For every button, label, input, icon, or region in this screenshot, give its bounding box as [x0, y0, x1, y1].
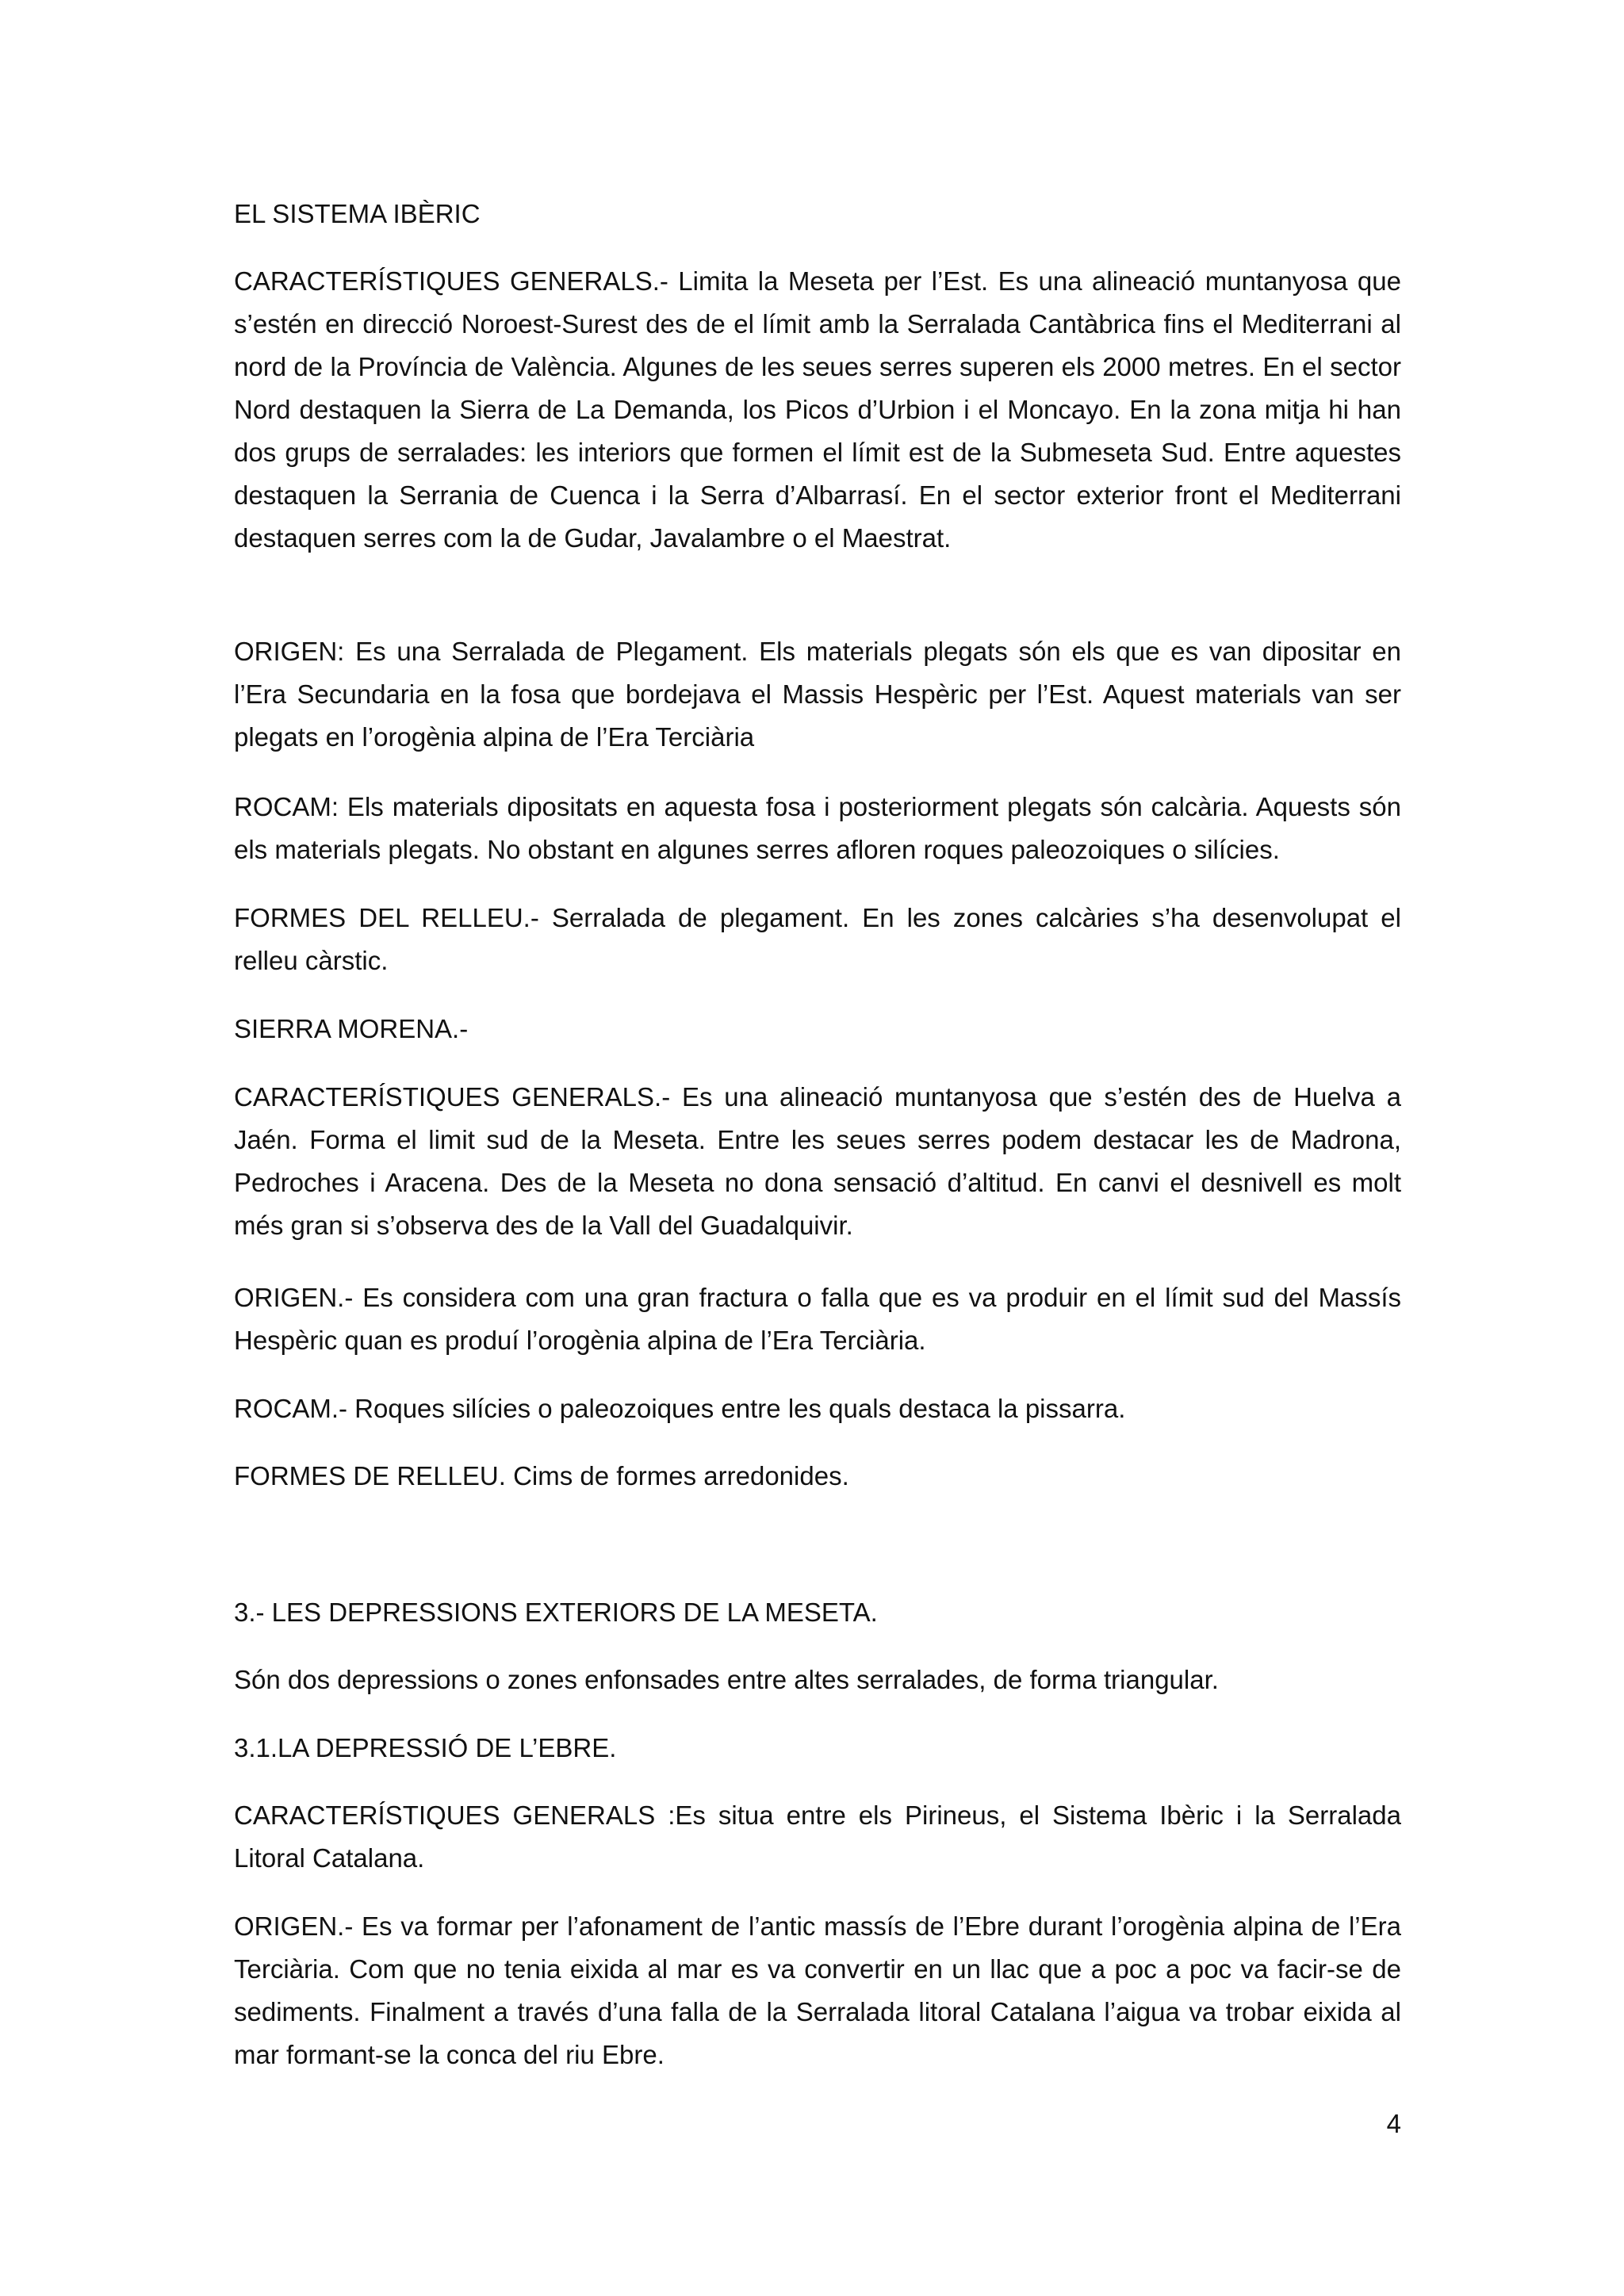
paragraph-rocam-morena: ROCAM.- Roques silícies o paleozoiques entre les quals destaca la pissarra.	[234, 1394, 1126, 1423]
paragraph-origen-morena: ORIGEN.- Es considera com una gran fractura o falla que es va produir en el límit sud del Massís Hespèric quan es produí l’orogènia alpina de l’Era Terciària.	[234, 1283, 1401, 1355]
section-heading-sierra-morena: SIERRA MORENA.-	[234, 1014, 469, 1043]
section-heading-depressions: 3.- LES DEPRESSIONS EXTERIORS DE LA MESETA.	[234, 1598, 878, 1627]
paragraph-formes-morena: FORMES DE RELLEU. Cims de formes arredonides.	[234, 1461, 849, 1490]
paragraph-formes-iberic: FORMES DEL RELLEU.- Serralada de plegament. En les zones calcàries s’ha desenvolupat el relleu càrstic.	[234, 903, 1401, 975]
paragraph-rocam-iberic: ROCAM: Els materials dipositats en aquesta fosa i posteriorment plegats són calcària. Aquests són els materials plegats. No obstant en algunes serres afloren roques paleozoiques o silícies.	[234, 792, 1401, 864]
paragraph-origen-ebre: ORIGEN.- Es va formar per l’afonament de l’antic massís de l’Ebre durant l’orogènia alpina de l’Era Terciària. Com que no tenia eixida al mar es va convertir en un llac que a poc a poc va facir-se de sediments. Finalment a través d’una falla de la Serralada litoral Catalana l’aigua va trobar eixida al mar formant-se la conca del riu Ebre.	[234, 1911, 1401, 2069]
paragraph-origen-iberic: ORIGEN: Es una Serralada de Plegament. Els materials plegats són els que es van dipositar en l’Era Secundaria en la fosa que bordejava el Massis Hespèric per l’Est. Aquest materials van ser plegats en l’orogènia alpina de l’Era Terciària	[234, 637, 1401, 752]
paragraph-depressions-intro: Són dos depressions o zones enfonsades entre altes serralades, de forma triangular.	[234, 1665, 1219, 1694]
page-number: 4	[1386, 2109, 1401, 2138]
paragraph-caracteristiques-morena: CARACTERÍSTIQUES GENERALS.- Es una alineació muntanyosa que s’estén des de Huelva a Jaén. Forma el limit sud de la Meseta. Entre les seues serres podem destacar les de Madrona, Pedroches i Aracena. Des de la Meseta no dona sensació d’altitud. En canvi el desnivell es molt més gran si s’observa des de la Vall del Guadalquivir.	[234, 1082, 1401, 1240]
paragraph-caracteristiques-ebre: CARACTERÍSTIQUES GENERALS :Es situa entre els Pirineus, el Sistema Ibèric i la Serralada Litoral Catalana.	[234, 1800, 1401, 1873]
section-heading-depressio-ebre: 3.1.LA DEPRESSIÓ DE L’EBRE.	[234, 1733, 617, 1762]
paragraph-caracteristiques-iberic: CARACTERÍSTIQUES GENERALS.- Limita la Meseta per l’Est. Es una alineació muntanyosa que s’estén en direcció Noroest-Surest des de el límit amb la Serralada Cantàbrica fins el Mediterrani al nord de la Província de València. Algunes de les seues serres superen els 2000 metres. En el sector Nord destaquen la Sierra de La Demanda, los Picos d’Urbion i el Moncayo. En la zona mitja hi han dos grups de serralades: les interiors que formen el límit est de la Submeseta Sud. Entre aquestes destaquen la Serrania de Cuenca i la Serra d’Albarrasí. En el sector exterior front el Mediterrani destaquen serres com la de Gudar, Javalambre o el Maestrat.	[234, 266, 1401, 553]
section-heading-sistema-iberic: EL SISTEMA IBÈRIC	[234, 199, 481, 228]
